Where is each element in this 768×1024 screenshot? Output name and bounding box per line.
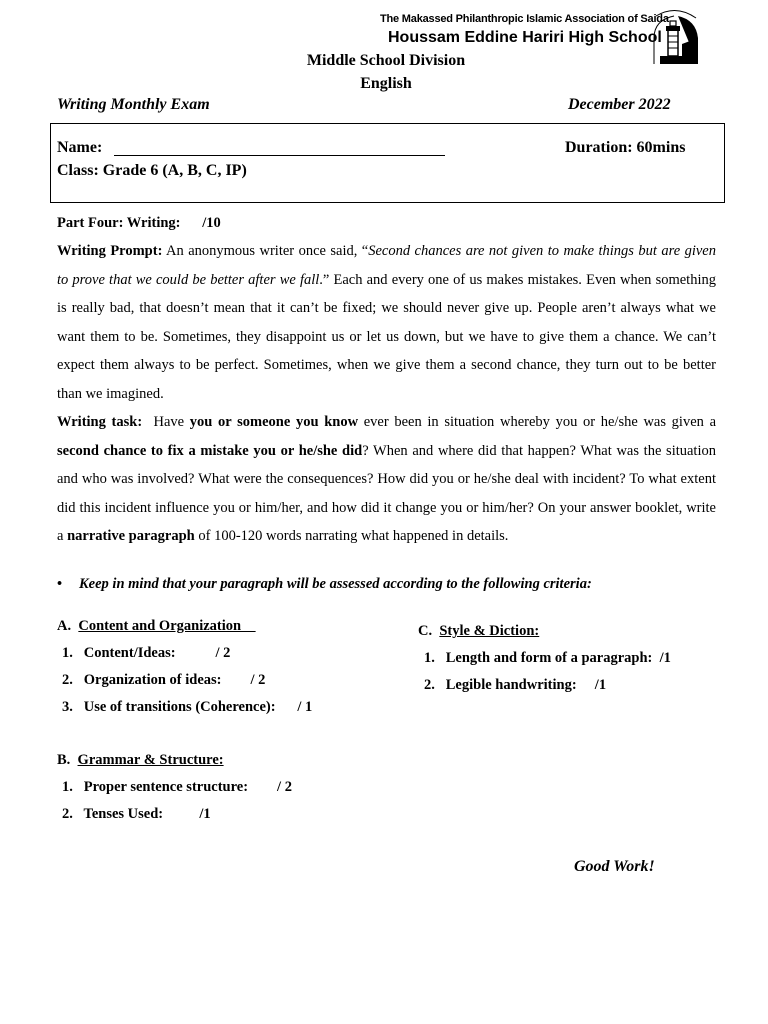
criteria-item	[62, 672, 265, 689]
part-title-text: Part Four: Writing:	[57, 215, 181, 231]
exam-date: December 2022	[568, 96, 671, 113]
prompt-quote: Second chances are not given to make things but are given to prove that we could be better after we fall	[57, 243, 716, 288]
item-number: 1.	[62, 779, 73, 795]
item-score: / 2	[215, 645, 231, 661]
item-number: 2.	[62, 806, 73, 822]
criteria-item	[62, 645, 230, 662]
name-field[interactable]	[114, 155, 445, 156]
division-title: Middle School Division	[306, 52, 466, 69]
item-number: 3.	[62, 699, 73, 715]
prompt-label: Writing Prompt:	[57, 243, 163, 259]
criteria-note-text: Keep in mind that your paragraph will be assessed according to the following criteria:	[79, 576, 592, 592]
task-text-2: ever been in situation whereby you or he/she was given a	[358, 414, 717, 430]
section-a-title: Content and Organization	[78, 618, 256, 634]
prompt-text: .” Each and every one of us makes mistakes. Even when something is really bad, that doesn’t mean that it can’t be fixed; we should never give up. People aren’t always what we want them to be. Sometimes, they disappoint us or let us down, but we have to give them a chance. We can’t expect them always to be perfect. Sometimes, when we give them a second chance, they turn out to be better than we imagined.	[57, 271, 716, 402]
item-score: /1	[594, 677, 607, 693]
section-b-title: Grammar & Structure:	[77, 752, 224, 768]
association-name: The Makassed Philanthropic Islamic Association of Saida	[380, 13, 669, 25]
section-b-letter: B.	[57, 752, 71, 768]
item-label: Length and form of a paragraph:	[445, 650, 653, 666]
item-score: /1	[659, 650, 671, 666]
criteria-item	[424, 650, 671, 667]
item-number: 2.	[424, 677, 435, 693]
item-score: / 2	[250, 672, 266, 688]
section-c-letter: C.	[418, 623, 433, 639]
criteria-item	[62, 806, 211, 823]
item-score: / 1	[297, 699, 313, 715]
part-score: /10	[202, 215, 221, 231]
name-label: Name:	[57, 139, 103, 156]
prompt-intro: An anonymous writer once said, “	[162, 243, 369, 259]
closing-message: Good Work!	[574, 858, 655, 875]
item-number: 2.	[62, 672, 73, 688]
class-label: Class: Grade 6 (A, B, C, IP)	[57, 162, 247, 179]
task-bold-2: second chance to fix a mistake you or he/she did	[57, 442, 363, 459]
school-name: Houssam Eddine Hariri High School	[388, 29, 662, 46]
task-text-1: Have	[142, 414, 190, 430]
item-label: Organization of ideas:	[83, 672, 222, 688]
item-label: Proper sentence structure:	[83, 779, 249, 795]
criteria-item	[62, 699, 312, 716]
writing-prompt	[57, 237, 716, 408]
task-label: Writing task:	[57, 414, 143, 430]
section-a-heading	[57, 618, 256, 635]
task-text-4: of 100-120 words narrating what happened in details.	[194, 528, 509, 544]
item-score: / 2	[277, 779, 292, 795]
criteria-note	[57, 576, 592, 593]
item-label: Content/Ideas:	[83, 645, 176, 661]
section-c-heading	[418, 623, 539, 640]
section-b-heading	[57, 752, 224, 769]
item-number: 1.	[424, 650, 435, 666]
subject-title: English	[360, 75, 412, 92]
task-text-3: ? When and where did that happen? What was the situation and who was involved? What were the consequences? How did you or he/she deal with incident? To what extent did this incident influence you or him/her, and how did it change you or him/her? On your answer booklet, write a	[57, 442, 716, 544]
item-label: Use of transitions (Coherence):	[83, 699, 276, 715]
criteria-item	[424, 677, 606, 694]
task-bold-1: you or someone you know	[189, 414, 359, 430]
criteria-item	[62, 779, 292, 796]
item-label: Legible handwriting:	[445, 677, 577, 693]
section-c-title: Style & Diction:	[439, 623, 540, 639]
item-label: Tenses Used:	[83, 806, 164, 822]
exam-title: Writing Monthly Exam	[57, 96, 210, 113]
writing-task	[57, 408, 716, 551]
item-number: 1.	[62, 645, 73, 661]
section-a-letter: A.	[57, 618, 72, 634]
task-bold-3: narrative paragraph	[67, 528, 195, 544]
part-title	[57, 215, 221, 232]
item-score: /1	[199, 806, 211, 822]
duration-label: Duration: 60mins	[565, 139, 686, 156]
bullet-icon: •	[57, 576, 63, 592]
